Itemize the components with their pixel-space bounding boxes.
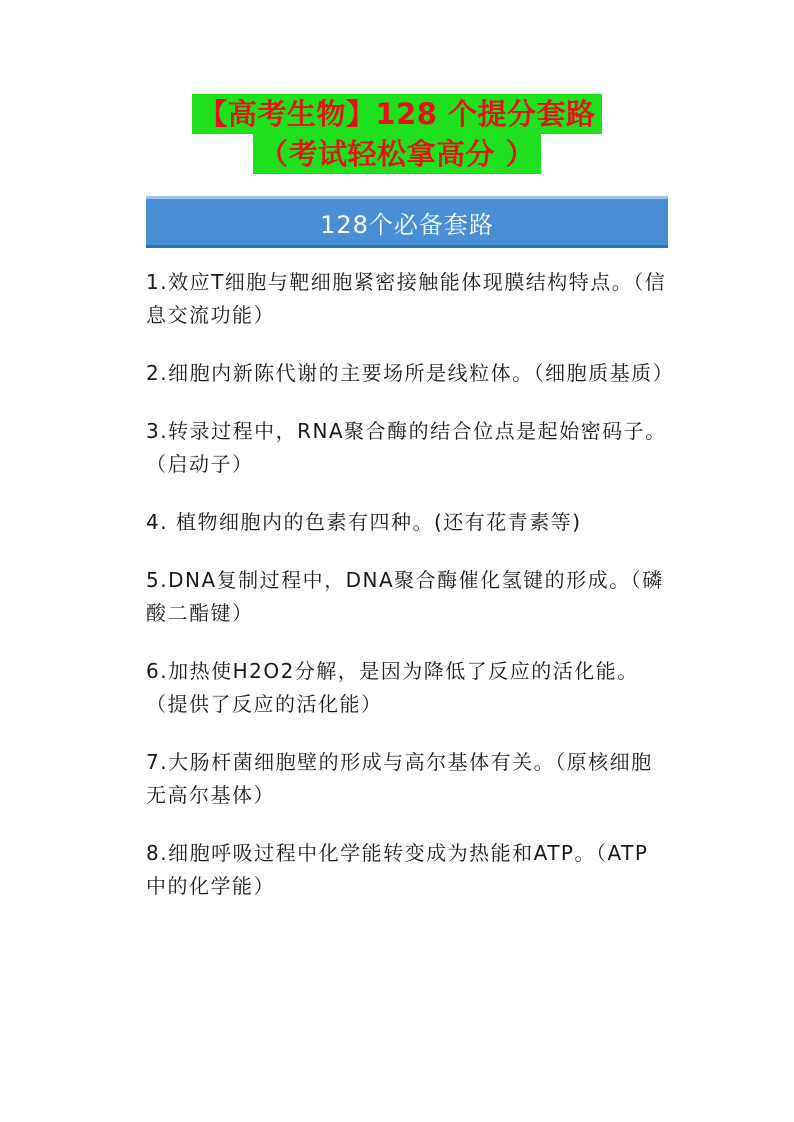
list-item: 2.细胞内新陈代谢的主要场所是线粒体。（细胞质基质） — [146, 361, 675, 385]
title-line-1: 【高考生物】128 个提分套路 — [192, 94, 601, 134]
list-item: 5.DNA复制过程中，DNA聚合酶催化氢键的形成。（磷酸二酯键） — [146, 568, 664, 625]
title-line-2: （考试轻松拿高分 ） — [253, 134, 541, 174]
list-item: 8.细胞呼吸过程中化学能转变成为热能和ATP。（ATP中的化学能） — [146, 841, 649, 898]
list-item: 1.效应T细胞与靶细胞紧密接触能体现膜结构特点。（信息交流功能） — [146, 270, 667, 327]
section-banner — [146, 196, 668, 248]
tips-list — [146, 266, 675, 928]
list-item: 7.大肠杆菌细胞壁的形成与高尔基体有关。（原核细胞无高尔基体） — [146, 750, 653, 807]
section-banner-label: 128个必备套路 — [320, 210, 494, 239]
list-item: 3.转录过程中，RNA聚合酶的结合位点是起始密码子。（启动子） — [146, 419, 667, 476]
list-item: 6.加热使H2O2分解，是因为降低了反应的活化能。（提供了反应的活化能） — [146, 659, 639, 716]
page-title — [0, 94, 794, 174]
list-item: 4. 植物细胞内的色素有四种。(还有花青素等) — [146, 510, 582, 534]
